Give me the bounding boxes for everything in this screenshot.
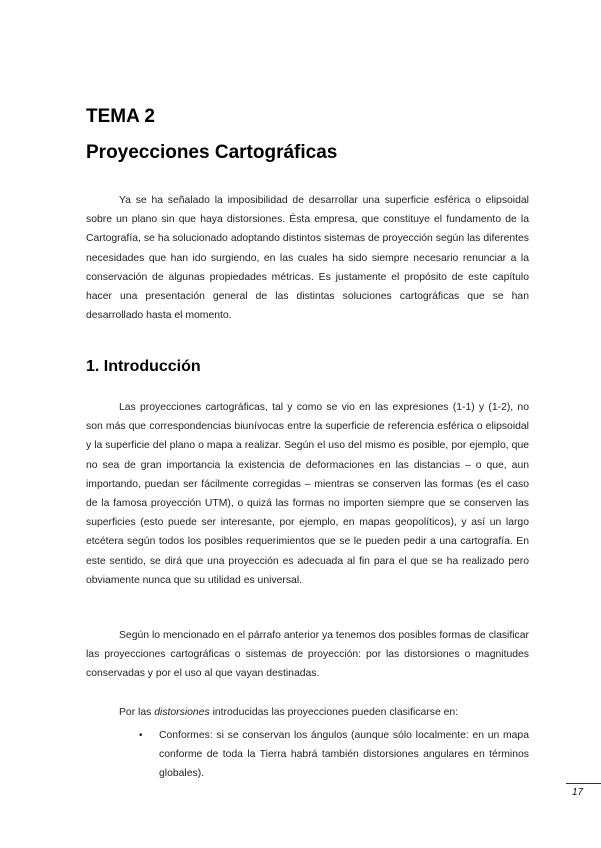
chapter-title: Proyecciones Cartográficas xyxy=(86,142,338,163)
section-paragraph-1: Las proyecciones cartográficas, tal y como se vio en las expresiones (1-1) y (1-2), no son más que correspondencias biunívocas entre la superficie de referencia esférica o elipsoidal y la superficie del plano o mapa a realizar. Según el uso del mismo es posible, por ejemplo, que no sea de gran importancia la existencia de deformaciones en las distancias – o que, aun importando, puedan ser fácilmente corregidas – mientras se conserven las formas (es el caso de la famosa proyección UTM), o quizá las formas no importen siempre que se conserven las superficies (esto puede ser interesante, por ejemplo, en mapas geopolíticos), y así un largo etcétera según todos los posibles requerimientos que se le pueden pedir a una cartografía. En este sentido, se dirá que una proyección es adecuada al fin para el que se ha realizado pero obviamente nunca que su utilidad es universal. xyxy=(86,402,529,586)
section-paragraph-3 xyxy=(86,703,529,722)
paragraph-3-lead: Por las xyxy=(119,707,155,718)
chapter-number: TEMA 2 xyxy=(86,106,155,127)
list-item xyxy=(86,726,529,784)
intro-paragraph: Ya se ha señalado la imposibilidad de desarrollar una superficie esférica o elipsoidal sobre un plano sin que haya distorsiones. Ésta empresa, que constituye el fundamento de la Cartografía, se ha solucionado adoptando distintos sistemas de proyección según las diferentes necesidades que han ido surgiendo, en las cuales ha sido siempre necesario renunciar a la conservación de algunas propiedades métricas. Es justamente el propósito de este capítulo hacer una presentación general de las distintas soluciones cartográficas que se han desarrollado hasta el momento. xyxy=(86,195,529,322)
list-item-text: Conformes: si se conservan los ángulos (aunque sólo localmente: en un mapa conforme de toda la Tierra habrá también distorsiones angulares en términos globales). xyxy=(159,730,529,780)
section-heading: 1. Introducción xyxy=(86,358,201,375)
page-number: 17 xyxy=(572,787,584,798)
paragraph-3-emphasis: distorsiones xyxy=(154,707,210,718)
paragraph-3-tail: introducidas las proyecciones pueden clasificarse en: xyxy=(209,707,459,718)
section-paragraph-2: Según lo mencionado en el párrafo anterior ya tenemos dos posibles formas de clasificar las proyecciones cartográficas o sistemas de proyección: por las distorsiones o magnitudes conservadas y por el uso al que vayan destinadas. xyxy=(86,630,529,680)
footer-divider xyxy=(566,783,601,784)
bullet-icon: • xyxy=(139,730,143,741)
classification-list xyxy=(86,726,529,784)
